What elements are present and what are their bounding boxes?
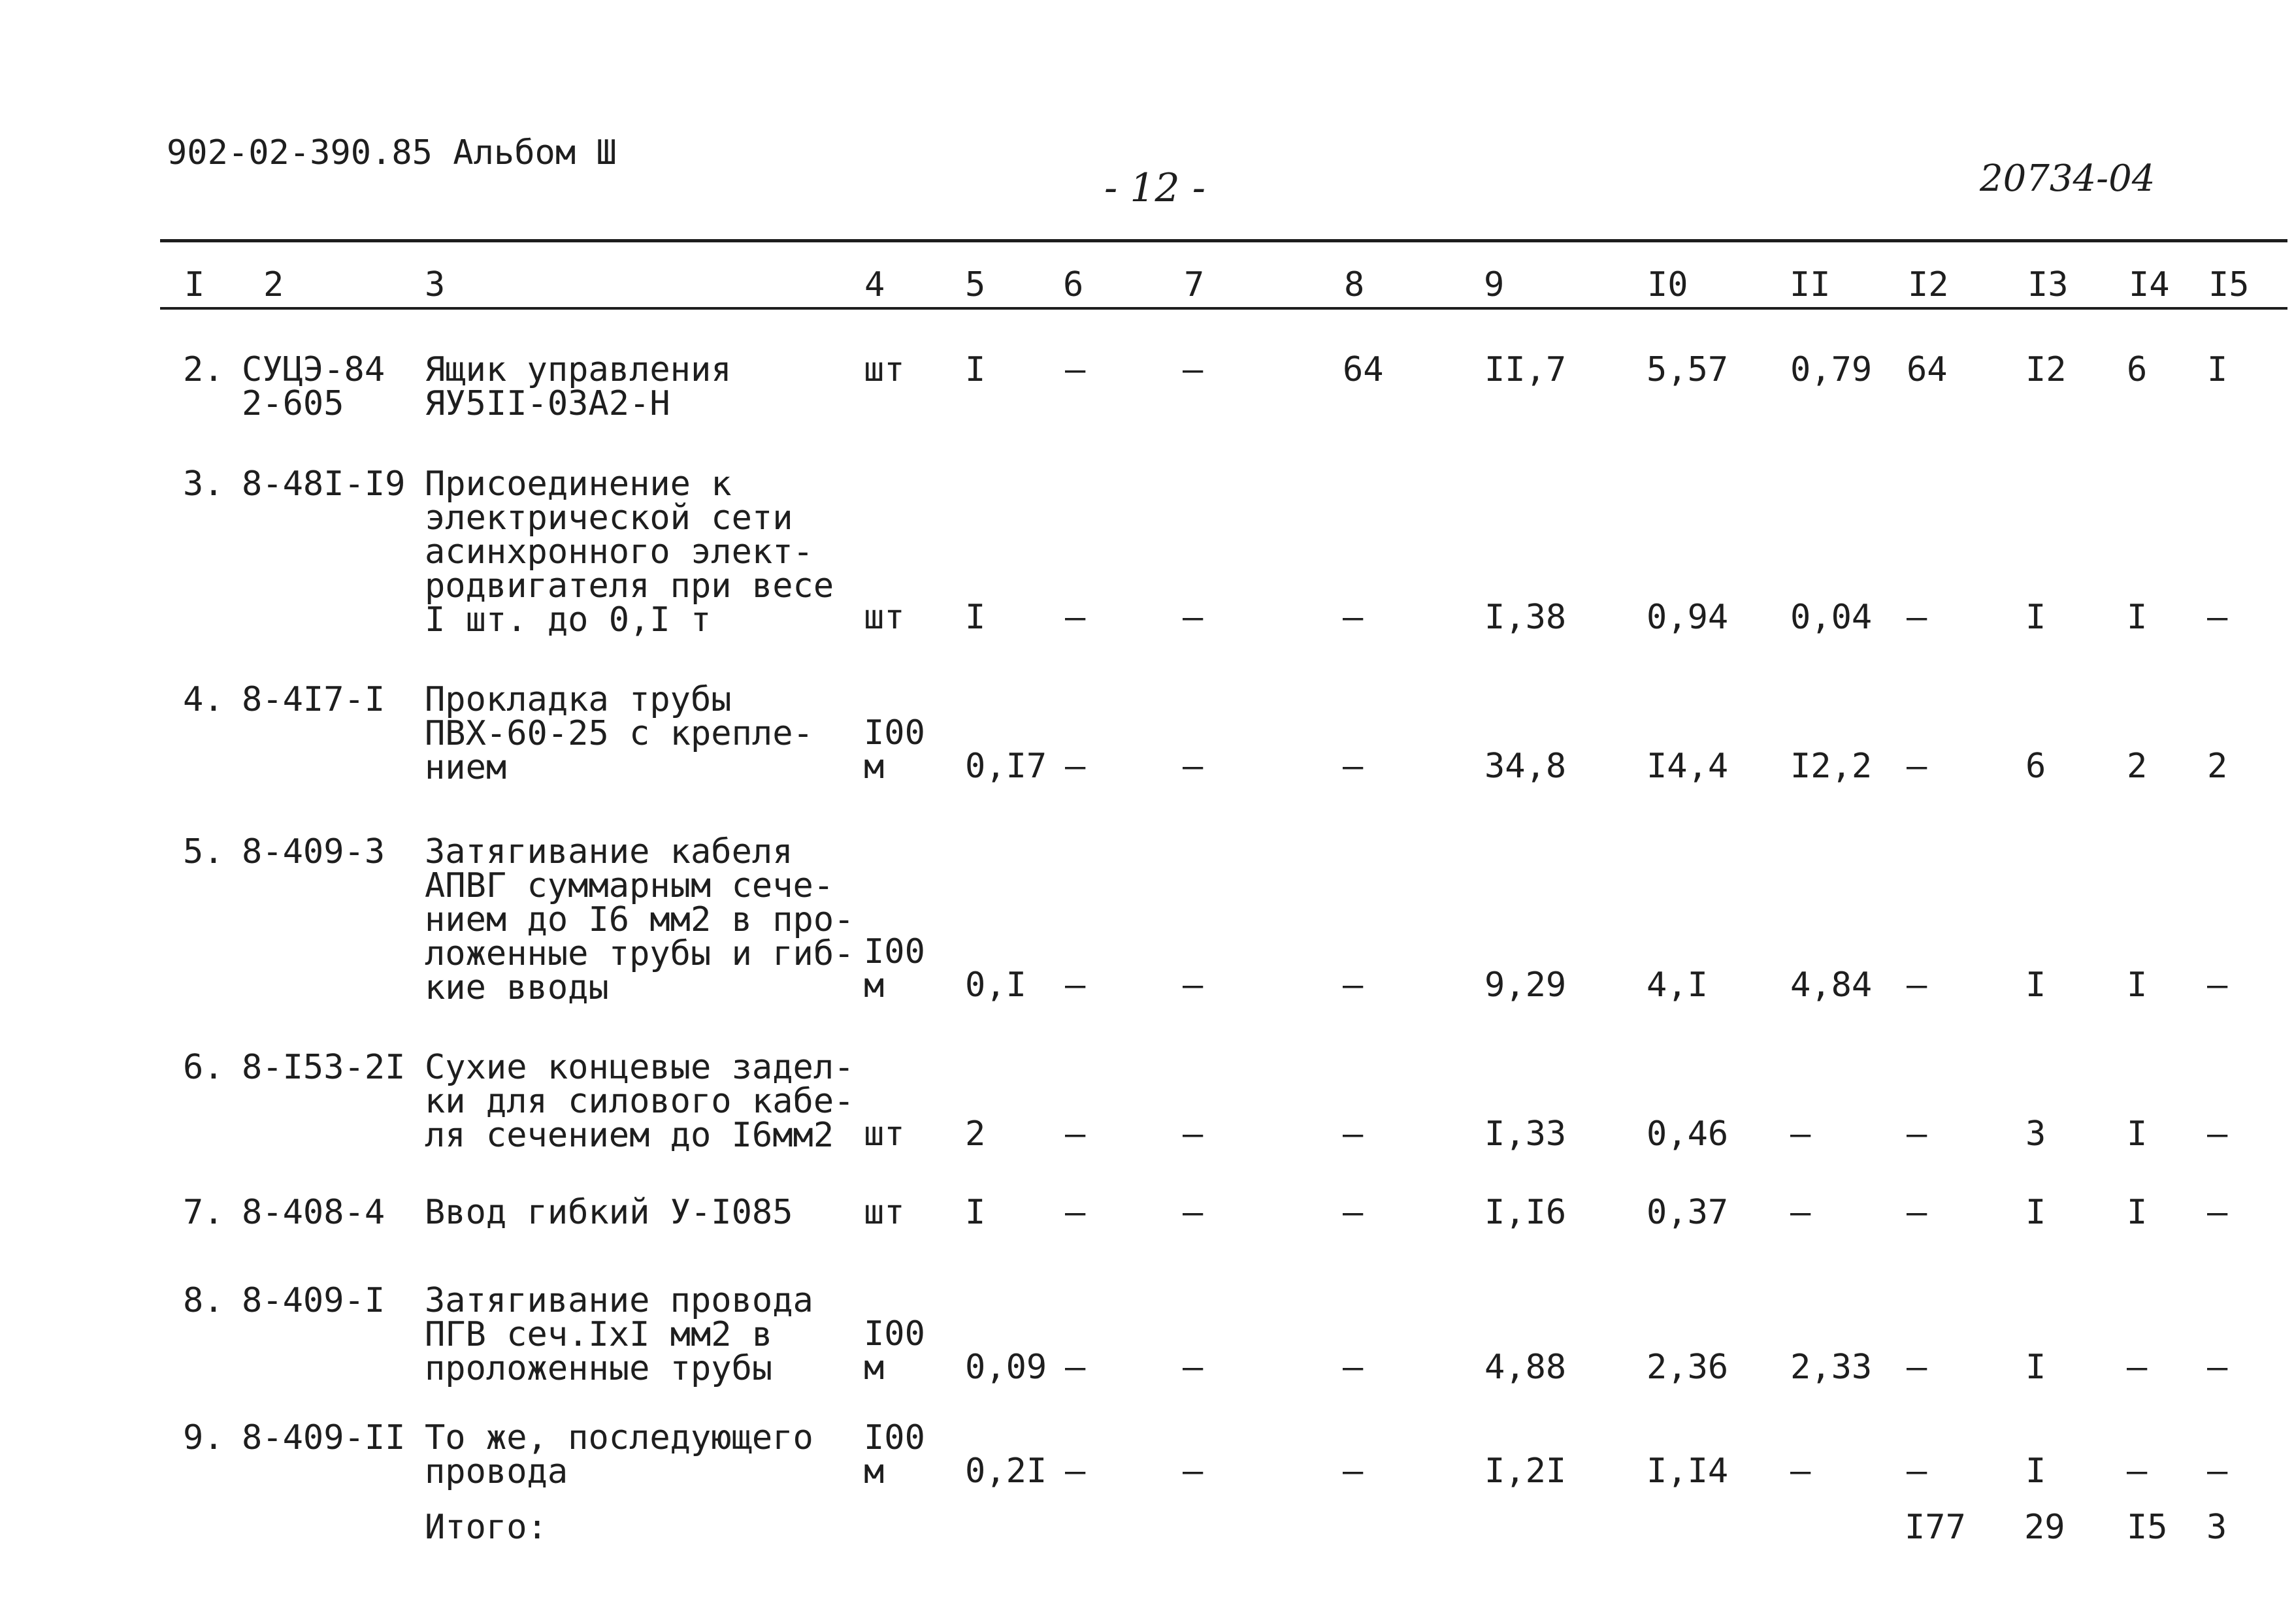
value-cell-15: – <box>2207 1114 2228 1154</box>
description-line: Затягивание кабеля <box>425 832 793 871</box>
col-header-1: I <box>184 265 205 304</box>
value-cell-10: 0,94 <box>1647 598 1729 637</box>
code-line: 8-409-II <box>242 1418 406 1457</box>
value-cell-13: I <box>2025 1452 2046 1491</box>
value-cell-14: I <box>2127 598 2148 637</box>
value-cell-9: 9,29 <box>1484 966 1567 1005</box>
value-cell-10: I,I4 <box>1647 1452 1729 1491</box>
value-cell-13: 3 <box>2025 1114 2046 1154</box>
value-cell-5: I <box>965 1193 986 1232</box>
code-cell <box>242 1418 406 1457</box>
description-cell <box>425 464 834 640</box>
value-cell-5: 2 <box>965 1114 986 1154</box>
row-number: 2. <box>183 350 224 389</box>
value-cell-12: – <box>1907 1452 1927 1491</box>
value-cell-9: I,38 <box>1484 598 1567 637</box>
unit-cell <box>864 350 905 389</box>
value-cell-7: – <box>1183 350 1204 389</box>
value-cell-10: 4,I <box>1647 966 1708 1005</box>
value-cell-9: II,7 <box>1484 350 1567 389</box>
description-line: ки для силового кабе- <box>425 1082 855 1121</box>
col-header-5: 5 <box>965 265 986 304</box>
value-cell-14: 2 <box>2127 747 2148 786</box>
value-cell-13: I2 <box>2025 350 2067 389</box>
description-line: нием <box>425 748 507 787</box>
value-cell-10: 0,37 <box>1647 1193 1729 1232</box>
col-header-11: II <box>1790 265 1831 304</box>
inventory-number: 20734-04 <box>1980 157 2155 200</box>
description-line: провода <box>425 1452 568 1491</box>
description-cell <box>425 1418 813 1491</box>
unit-line: м <box>864 1348 885 1388</box>
code-line: 8-409-I <box>242 1281 385 1320</box>
col-header-4: 4 <box>864 265 885 304</box>
code-cell <box>242 1193 385 1232</box>
unit-line: шт <box>864 1114 905 1154</box>
value-cell-5: 0,2I <box>965 1452 1047 1491</box>
row-number: 5. <box>183 832 224 871</box>
code-line: 8-4I7-I <box>242 680 385 719</box>
value-cell-12: – <box>1907 1114 1927 1154</box>
unit-cell <box>864 932 925 1005</box>
value-cell-6: – <box>1065 598 1086 637</box>
row-number: 7. <box>183 1193 224 1232</box>
value-cell-11: 0,04 <box>1790 598 1873 637</box>
unit-line: м <box>864 966 885 1005</box>
page-number: - 12 - <box>1104 165 1206 211</box>
value-cell-12: – <box>1907 598 1927 637</box>
value-cell-7: – <box>1183 747 1204 786</box>
code-cell <box>242 350 385 423</box>
total-col-15: 3 <box>2206 1508 2227 1547</box>
description-line: Присоединение к <box>425 464 732 504</box>
header-rule <box>160 307 2287 310</box>
code-cell <box>242 680 385 719</box>
value-cell-8: 64 <box>1343 350 1384 389</box>
value-cell-15: – <box>2207 1193 2228 1232</box>
value-cell-8: – <box>1343 1193 1364 1232</box>
value-cell-11: I2,2 <box>1790 747 1873 786</box>
description-line: То же, последующего <box>425 1418 813 1457</box>
total-col-13: 29 <box>2024 1508 2065 1547</box>
code-line: 8-48I-I9 <box>242 464 406 504</box>
value-cell-6: – <box>1065 747 1086 786</box>
unit-line: I00 <box>864 1418 925 1457</box>
value-cell-10: I4,4 <box>1647 747 1729 786</box>
description-line: родвигателя при весе <box>425 566 834 606</box>
description-line: Затягивание провода <box>425 1281 813 1320</box>
col-header-12: I2 <box>1908 265 1949 304</box>
code-cell <box>242 1048 406 1087</box>
document-code: 902-02-390.85 Альбом Ш <box>167 133 617 172</box>
value-cell-9: 34,8 <box>1484 747 1567 786</box>
description-line: ПВХ-60-25 с крепле- <box>425 714 813 753</box>
value-cell-12: – <box>1907 1348 1927 1387</box>
value-cell-12: – <box>1907 747 1927 786</box>
col-header-9: 9 <box>1484 265 1505 304</box>
value-cell-15: I <box>2207 350 2228 389</box>
value-cell-7: – <box>1183 1193 1204 1232</box>
code-line: СУЦЭ-84 <box>242 350 385 389</box>
value-cell-15: – <box>2207 1348 2228 1387</box>
description-line: асинхронного элект- <box>425 532 813 572</box>
value-cell-7: – <box>1183 598 1204 637</box>
value-cell-14: – <box>2127 1348 2148 1387</box>
value-cell-13: 6 <box>2025 747 2046 786</box>
row-number: 4. <box>183 680 224 719</box>
col-header-10: I0 <box>1647 265 1688 304</box>
value-cell-11: 0,79 <box>1790 350 1873 389</box>
value-cell-11: 4,84 <box>1790 966 1873 1005</box>
value-cell-8: – <box>1343 966 1364 1005</box>
value-cell-10: 2,36 <box>1647 1348 1729 1387</box>
code-cell <box>242 1281 385 1320</box>
value-cell-6: – <box>1065 1193 1086 1232</box>
value-cell-9: I,33 <box>1484 1114 1567 1154</box>
code-cell <box>242 464 406 504</box>
value-cell-13: I <box>2025 598 2046 637</box>
description-line: ПГВ сеч.IxI мм2 в <box>425 1315 773 1354</box>
value-cell-10: 5,57 <box>1647 350 1729 389</box>
description-line: ЯУ5II-03А2-Н <box>425 384 670 423</box>
description-cell <box>425 1281 813 1388</box>
row-number: 6. <box>183 1048 224 1087</box>
unit-line: I00 <box>864 932 925 971</box>
description-cell <box>425 832 855 1007</box>
value-cell-6: – <box>1065 966 1086 1005</box>
description-line: Сухие концевые задел- <box>425 1048 855 1087</box>
unit-line: шт <box>864 598 905 637</box>
value-cell-5: 0,09 <box>965 1348 1047 1387</box>
value-cell-14: I <box>2127 1114 2148 1154</box>
value-cell-13: I <box>2025 1348 2046 1387</box>
col-header-2: 2 <box>263 265 284 304</box>
value-cell-15: – <box>2207 966 2228 1005</box>
value-cell-11: – <box>1790 1114 1811 1154</box>
value-cell-9: I,2I <box>1484 1452 1567 1491</box>
value-cell-11: 2,33 <box>1790 1348 1873 1387</box>
code-cell <box>242 832 385 871</box>
value-cell-13: I <box>2025 1193 2046 1232</box>
col-header-3: 3 <box>425 265 446 304</box>
code-line: 8-I53-2I <box>242 1048 406 1087</box>
value-cell-7: – <box>1183 1114 1204 1154</box>
description-line: ля сечением до I6мм2 <box>425 1116 834 1155</box>
description-line: проложенные трубы <box>425 1349 773 1388</box>
col-header-13: I3 <box>2027 265 2069 304</box>
unit-line: м <box>864 1452 885 1491</box>
description-line: электрической сети <box>425 498 793 538</box>
value-cell-7: – <box>1183 966 1204 1005</box>
description-line: Ввод гибкий У-I085 <box>425 1193 793 1232</box>
value-cell-15: – <box>2207 598 2228 637</box>
value-cell-8: – <box>1343 747 1364 786</box>
row-number: 8. <box>183 1281 224 1320</box>
unit-cell <box>864 1114 905 1154</box>
value-cell-8: – <box>1343 598 1364 637</box>
value-cell-14: I <box>2127 966 2148 1005</box>
col-header-14: I4 <box>2129 265 2170 304</box>
value-cell-5: 0,I <box>965 966 1026 1005</box>
code-line: 2-605 <box>242 384 344 423</box>
unit-cell <box>864 1314 925 1388</box>
unit-line: шт <box>864 350 905 389</box>
value-cell-7: – <box>1183 1452 1204 1491</box>
description-line: Прокладка трубы <box>425 680 732 719</box>
value-cell-14: I <box>2127 1193 2148 1232</box>
col-header-8: 8 <box>1344 265 1365 304</box>
description-cell <box>425 350 732 423</box>
code-line: 8-408-4 <box>242 1193 385 1232</box>
value-cell-9: I,I6 <box>1484 1193 1567 1232</box>
value-cell-6: – <box>1065 1114 1086 1154</box>
value-cell-15: 2 <box>2207 747 2228 786</box>
value-cell-11: – <box>1790 1452 1811 1491</box>
unit-line: I00 <box>864 713 925 753</box>
unit-cell <box>864 598 905 637</box>
unit-line: I00 <box>864 1314 925 1354</box>
description-line: АПВГ суммарным сече- <box>425 866 834 905</box>
value-cell-12: – <box>1907 1193 1927 1232</box>
col-header-15: I5 <box>2208 265 2250 304</box>
unit-cell <box>864 713 925 787</box>
value-cell-5: I <box>965 598 986 637</box>
unit-cell <box>864 1418 925 1491</box>
value-cell-5: I <box>965 350 986 389</box>
value-cell-7: – <box>1183 1348 1204 1387</box>
row-number: 9. <box>183 1418 224 1457</box>
unit-line: м <box>864 747 885 787</box>
value-cell-14: – <box>2127 1452 2148 1491</box>
description-line: кие вводы <box>425 968 609 1007</box>
value-cell-15: – <box>2207 1452 2228 1491</box>
col-header-7: 7 <box>1184 265 1205 304</box>
description-line: ложенные трубы и гиб- <box>425 934 855 973</box>
value-cell-6: – <box>1065 1452 1086 1491</box>
description-line: I шт. до 0,I т <box>425 600 712 640</box>
description-cell <box>425 1048 855 1155</box>
col-header-6: 6 <box>1063 265 1084 304</box>
value-cell-6: – <box>1065 350 1086 389</box>
value-cell-12: – <box>1907 966 1927 1005</box>
description-cell <box>425 680 813 787</box>
unit-line: шт <box>864 1193 905 1232</box>
total-col-12: I77 <box>1905 1508 1966 1547</box>
value-cell-12: 64 <box>1907 350 1948 389</box>
description-line: Ящик управления <box>425 350 732 389</box>
value-cell-8: – <box>1343 1348 1364 1387</box>
value-cell-6: – <box>1065 1348 1086 1387</box>
value-cell-5: 0,I7 <box>965 747 1047 786</box>
value-cell-9: 4,88 <box>1484 1348 1567 1387</box>
value-cell-10: 0,46 <box>1647 1114 1729 1154</box>
unit-cell <box>864 1193 905 1232</box>
row-number: 3. <box>183 464 224 504</box>
code-line: 8-409-3 <box>242 832 385 871</box>
total-col-14: I5 <box>2127 1508 2168 1547</box>
total-label: Итого: <box>425 1508 548 1547</box>
description-line: нием до I6 мм2 в про- <box>425 900 855 939</box>
value-cell-14: 6 <box>2127 350 2148 389</box>
value-cell-13: I <box>2025 966 2046 1005</box>
top-rule <box>160 239 2287 242</box>
value-cell-8: – <box>1343 1452 1364 1491</box>
value-cell-8: – <box>1343 1114 1364 1154</box>
value-cell-11: – <box>1790 1193 1811 1232</box>
description-cell <box>425 1193 793 1232</box>
